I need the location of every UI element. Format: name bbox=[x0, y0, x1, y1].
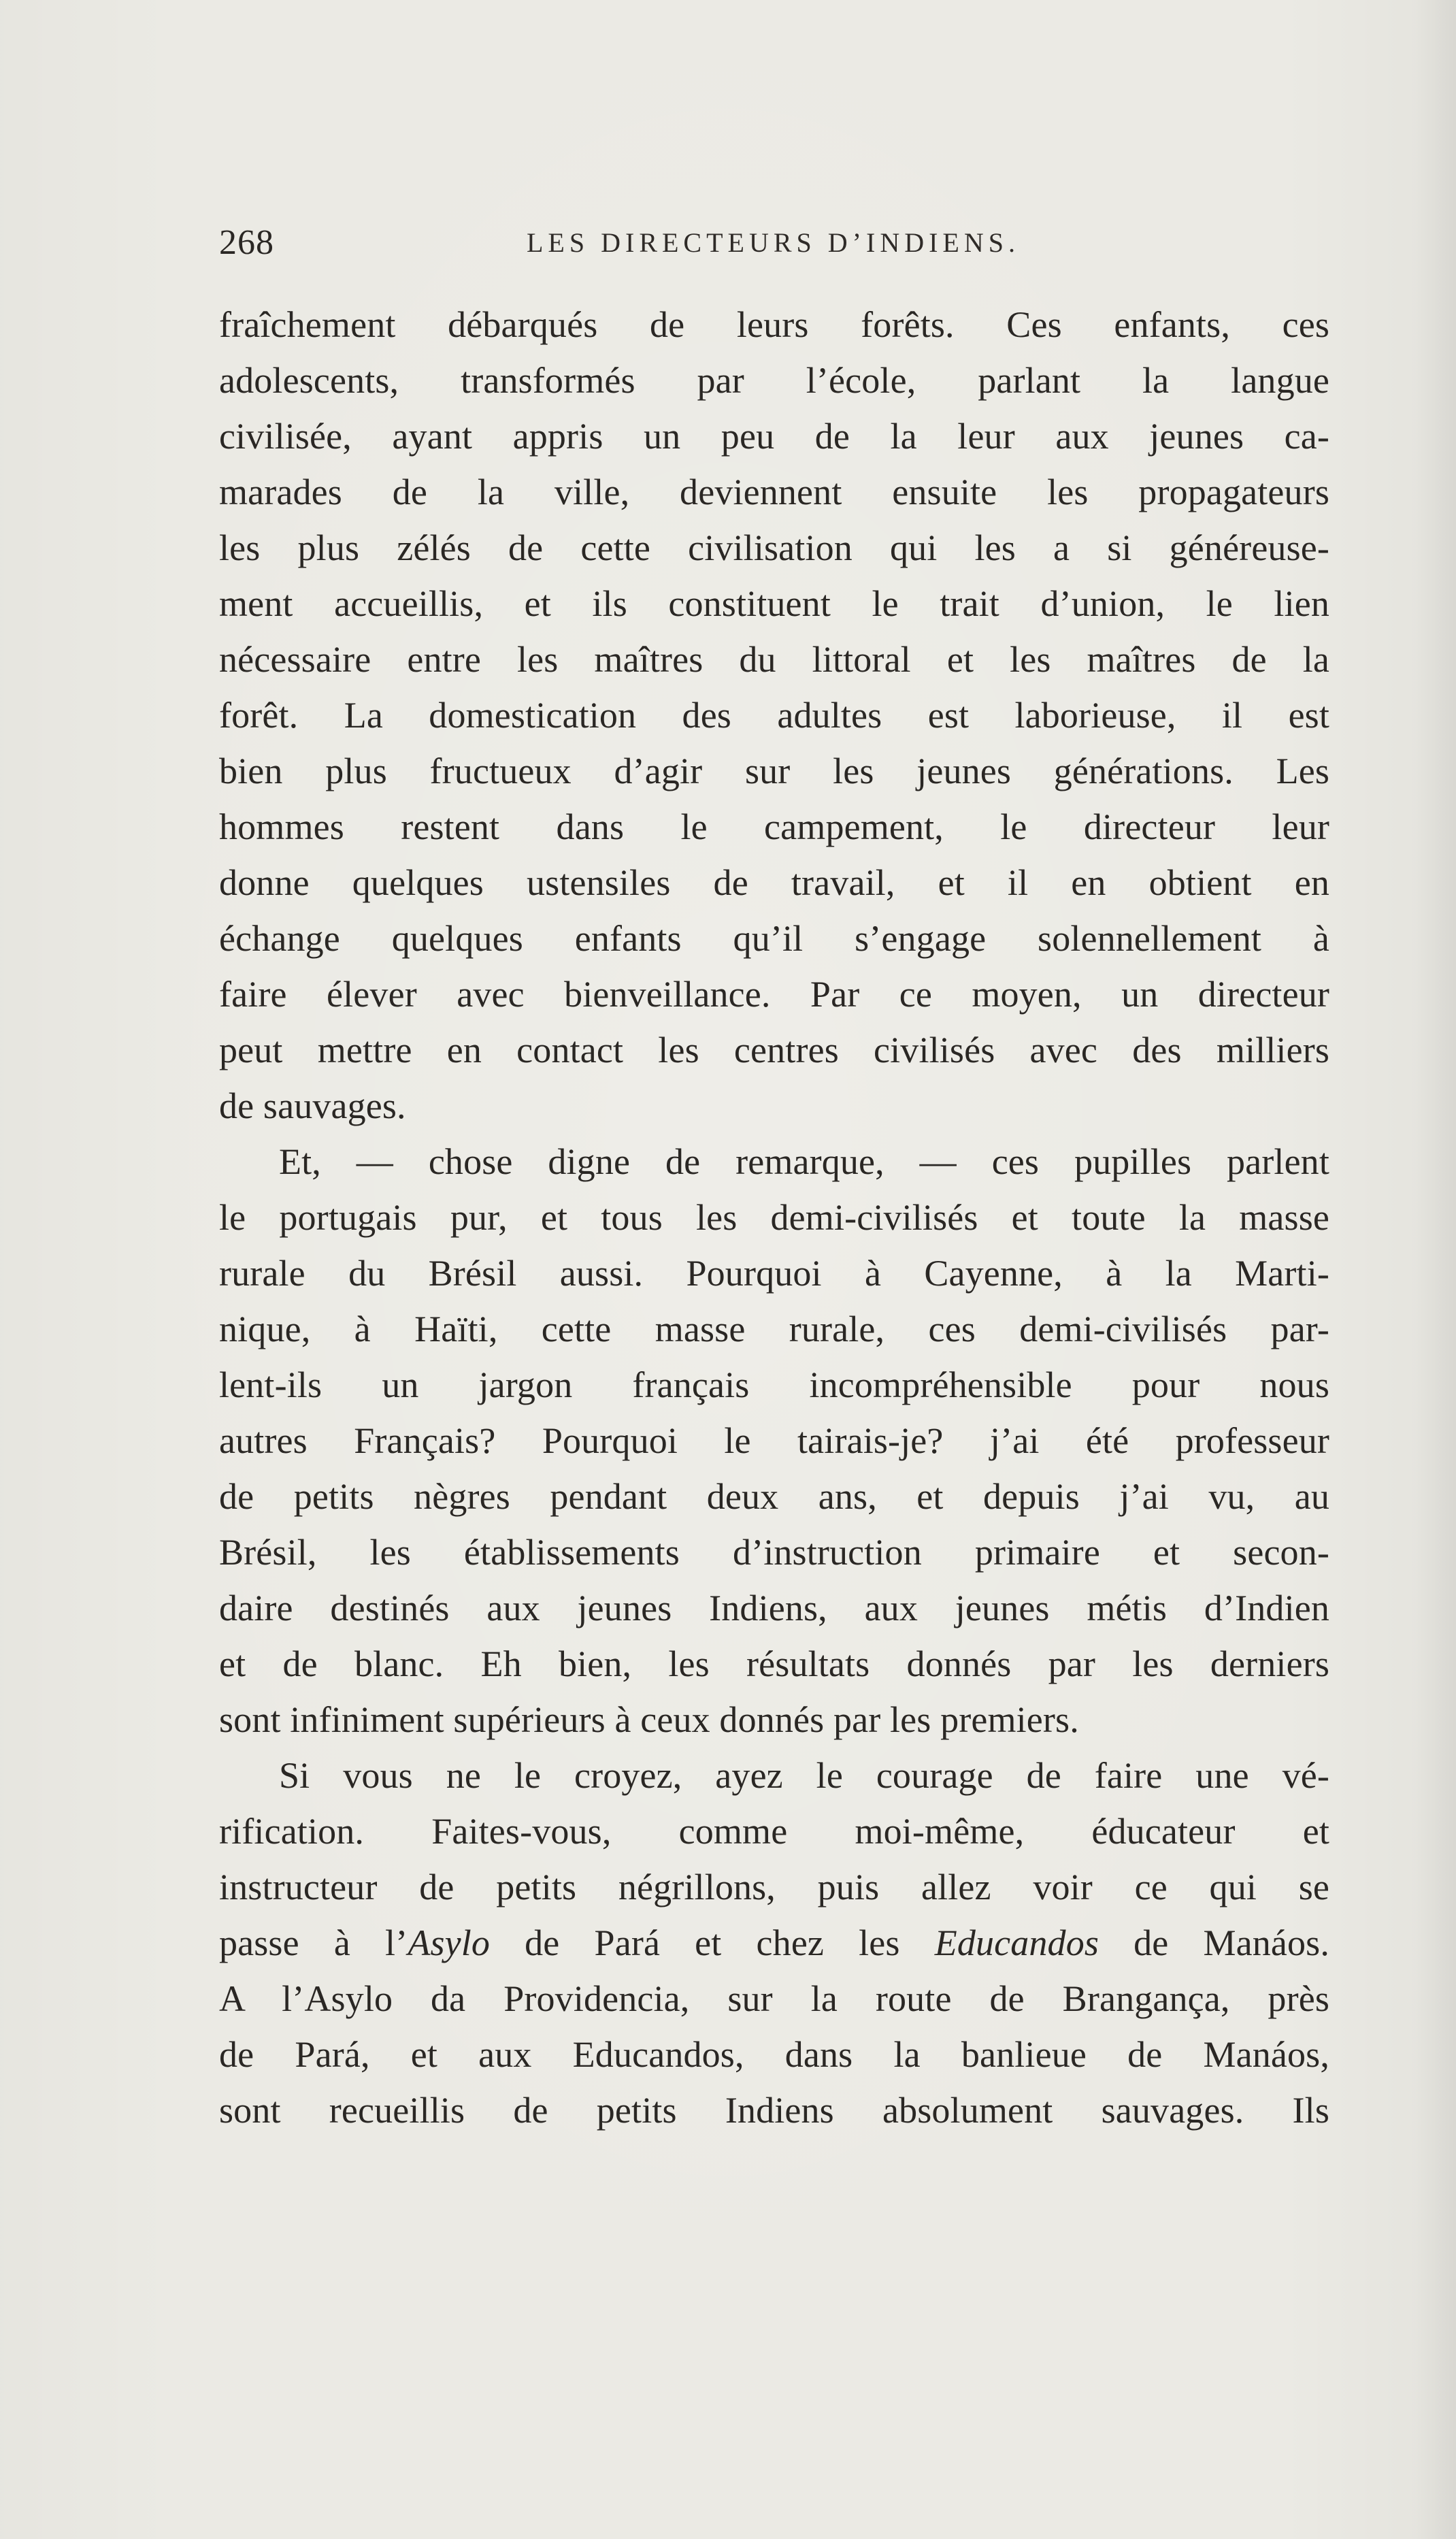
main-text bbox=[219, 297, 1329, 2138]
text-line: et de blanc. Eh bien, les résultats donnés par les derniers bbox=[219, 1643, 1329, 1684]
text-line: nécessaire entre les maîtres du littoral et les maîtres de la bbox=[219, 639, 1329, 680]
text-run: de Pará et chez les bbox=[490, 1922, 935, 1963]
paragraph-start-line: Et, — chose digne de remarque, — ces pupilles parlent bbox=[279, 1141, 1329, 1182]
paragraph-start-line: Si vous ne le croyez, ayez le courage de faire une vé- bbox=[279, 1755, 1329, 1796]
text-line: faire élever avec bienveillance. Par ce moyen, un directeur bbox=[219, 974, 1329, 1015]
text-line: le portugais pur, et tous les demi-civilisés et toute la masse bbox=[219, 1197, 1329, 1238]
text-line: échange quelques enfants qu’il s’engage solennellement à bbox=[219, 918, 1329, 959]
text-line: fraîchement débarqués de leurs forêts. Ces enfants, ces bbox=[219, 304, 1329, 345]
text-line: daire destinés aux jeunes Indiens, aux jeunes métis d’Indien bbox=[219, 1588, 1329, 1628]
text-line: lent-ils un jargon français incompréhensible pour nous bbox=[219, 1364, 1329, 1405]
page-header bbox=[219, 219, 1329, 267]
text-line: A l’Asylo da Providencia, sur la route de Brangança, près bbox=[219, 1978, 1329, 2019]
text-line: instructeur de petits négrillons, puis allez voir ce qui se bbox=[219, 1867, 1329, 1907]
text-line: de petits nègres pendant deux ans, et depuis j’ai vu, au bbox=[219, 1476, 1329, 1517]
italic-term-educandos: Educandos bbox=[934, 1922, 1099, 1963]
text-line: adolescents, transformés par l’école, parlant la langue bbox=[219, 360, 1329, 401]
text-line-with-italics bbox=[219, 1915, 1329, 1971]
paragraph-end-line: sont infiniment supérieurs à ceux donnés par les premiers. bbox=[219, 1699, 1079, 1740]
text-line: peut mettre en contact les centres civilisés avec des milliers bbox=[219, 1030, 1329, 1070]
text-line: Brésil, les établissements d’instruction primaire et secon- bbox=[219, 1532, 1329, 1573]
italic-term-asylo: Asylo bbox=[408, 1922, 491, 1963]
text-line: bien plus fructueux d’agir sur les jeunes générations. Les bbox=[219, 751, 1329, 791]
text-line: sont recueillis de petits Indiens absolument sauvages. Ils bbox=[219, 2090, 1329, 2131]
text-line: les plus zélés de cette civilisation qui les a si généreuse- bbox=[219, 527, 1329, 568]
paragraph-end-line: de sauvages. bbox=[219, 1085, 406, 1126]
running-head: LES DIRECTEURS D’INDIENS. bbox=[527, 227, 1020, 258]
text-line: ment accueillis, et ils constituent le trait d’union, le lien bbox=[219, 583, 1329, 624]
text-line: forêt. La domestication des adultes est laborieuse, il est bbox=[219, 695, 1329, 736]
text-line: autres Français? Pourquoi le tairais-je? j’ai été professeur bbox=[219, 1420, 1329, 1461]
text-run: de Manáos. bbox=[1099, 1922, 1329, 1963]
text-line: hommes restent dans le campement, le directeur leur bbox=[219, 806, 1329, 847]
page-number: 268 bbox=[219, 223, 274, 262]
text-line: rification. Faites-vous, comme moi-même, éducateur et bbox=[219, 1811, 1329, 1852]
text-line: nique, à Haïti, cette masse rurale, ces demi-civilisés par- bbox=[219, 1309, 1329, 1349]
text-line: marades de la ville, deviennent ensuite les propagateurs bbox=[219, 472, 1329, 512]
text-line: civilisée, ayant appris un peu de la leur aux jeunes ca- bbox=[219, 416, 1329, 457]
text-line: rurale du Brésil aussi. Pourquoi à Cayenne, à la Marti- bbox=[219, 1253, 1329, 1294]
text-run: passe à l’ bbox=[219, 1922, 408, 1963]
text-line: de Pará, et aux Educandos, dans la banlieue de Manáos, bbox=[219, 2034, 1329, 2075]
page-edge-shadow bbox=[1415, 0, 1456, 2539]
text-line: donne quelques ustensiles de travail, et il en obtient en bbox=[219, 862, 1329, 903]
